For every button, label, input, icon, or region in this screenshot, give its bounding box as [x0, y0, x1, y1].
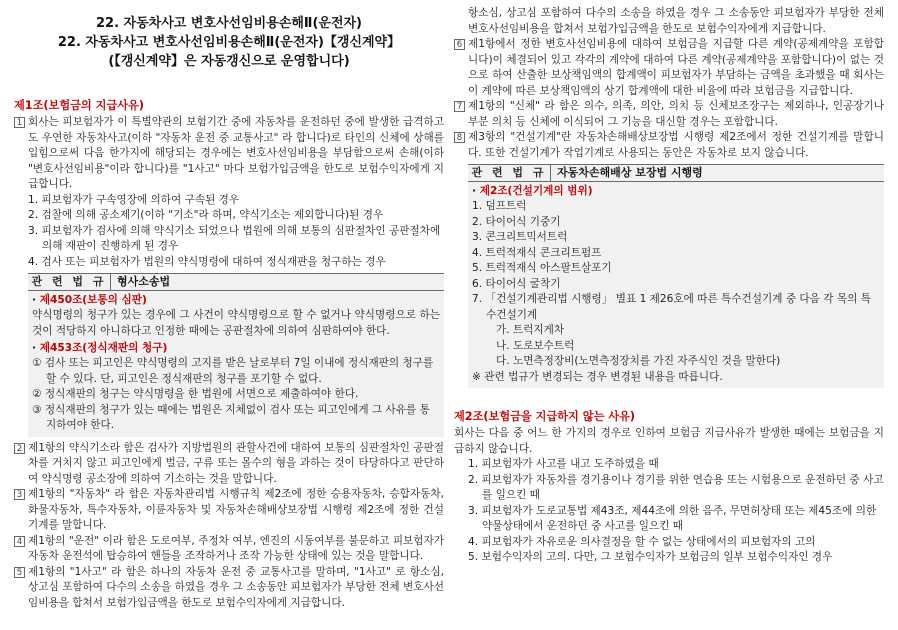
related-law-label: 관 련 법 규 [468, 165, 551, 181]
paragraph-text: 회사는 피보험자가 이 특별약관의 보험기간 중에 자동차를 운전하던 중에 발생한 급격하고도 우연한 자동차사고(이하 "자동차 운전 중 교통사고" 라 합니다)로 타인의 신체에 상해를 입힘으로써 다음 한가지에 해당되는 경우에는 변호사선임비용을 부담함으로써 손해(이하 "변호사선임비용"이라 합니다)를 "1사고" 마다 보험가입금액을 한도로 보험수익자에게 지급합니다. [28, 116, 444, 190]
paragraph-6 [454, 37, 884, 99]
title-line-2: 22. 자동차사고 변호사선임비용손해Ⅱ(운전자)【갱신계약】 [57, 35, 401, 50]
paragraph-text: 제1항의 "운전" 이라 함은 도로여부, 주정차 여부, 엔진의 시동여부를 불문하고 피보험자가 자동차 운전석에 탑승하여 핸들을 조작하거나 조작 가능한 상태에 있는 것을 말합니다. [28, 534, 444, 562]
list-item: 6. 타이어식 굴착기 [472, 277, 561, 290]
paragraph-7 [454, 99, 884, 130]
paragraph-text: 제1항의 "신체" 라 함은 의수, 의족, 의안, 의치 등 신체보조장구는 제외하나, 인공장기나 부분 의치 등 신체에 이식되어 그 기능을 대신할 경우는 포함합니다. [468, 100, 884, 128]
paragraph-number: 2 [14, 443, 25, 454]
list-item: 4. 피보험자가 자유로운 의사결정을 할 수 없는 상태에서의 피보험자의 고의 [468, 535, 816, 548]
list-item: 4. 검사 또는 피보험자가 법원의 약식명령에 대하여 정식재판을 청구하는 경우 [28, 255, 386, 268]
paragraph-number: 7 [454, 101, 465, 112]
title-block [14, 14, 444, 71]
paragraph-5 [14, 565, 444, 612]
construction-machine-list [472, 199, 880, 323]
list-item: 1. 피보험자가 구속영장에 의하여 구속된 경우 [28, 193, 240, 206]
related-law-header [468, 165, 884, 182]
special-machine-sublist [496, 323, 880, 370]
related-law-name: 자동차손해배상 보장법 시행령 [557, 166, 703, 179]
paragraph-number: 1 [14, 117, 25, 128]
list-item: 1. 피보험자가 사고를 내고 도주하였을 때 [468, 458, 659, 470]
law-article-2: · 제2조(건설기계의 범위) [472, 185, 593, 197]
paragraph-text: 제1항의 "자동차" 라 함은 자동차관리법 시행규칙 제2조에 정한 승용자동차, 승합자동차, 화물자동차, 특수자동차, 이륜자동차 및 자동차손해배상보장법 시행령 제2조에 정한 건설기계를 말합니다. [28, 488, 444, 531]
law-clause: ③ 정식재판의 청구가 있는 때에는 법원은 지체없이 검사 또는 피고인에게 그 사유를 통지하여야 한다. [32, 403, 430, 431]
paragraph-number: 4 [14, 536, 25, 547]
list-item: 2. 검찰에 의해 공소제기(이하 "기소"라 하며, 약식기소는 제외합니다)된 경우 [28, 209, 384, 221]
paragraph-8 [454, 130, 884, 161]
law-article-453: · 제453조(정식재판의 청구) [32, 342, 168, 354]
paragraph-number: 8 [454, 132, 465, 143]
paragraph-text: 제1항에서 정한 변호사선임비용에 대하여 보험금을 지급할 다른 계약(공제계약을 포함합니다)이 체결되어 있고 각각의 계약에 대하여 다른 계약(공제계약을 포함합니다)이 없는 것으로 하여 산출한 보상책임액의 합계액이 피보험자가 부담하는 금액을 초과했을 때 회사는 이 계약에 따른 보상책임액의 상기 합계액에 대한 비율에 따라 보험금을 지급합니다. [468, 38, 884, 97]
list-item: 7. 「건설기계관리법 시행령」 별표 1 제26호에 따른 특수건설기계 중 다음 각 목의 특수건설기계 [472, 293, 871, 321]
paragraph-3 [14, 487, 444, 534]
list-item: 4. 트럭적재식 콘크리트펌프 [472, 246, 602, 259]
paragraph-text: 항소심, 상고심 포함하여 다수의 소송을 하였을 경우 그 소송동안 피보험자가 부당한 전체 변호사선임비용을 합쳐서 보험가입금액을 한도로 보험수익자에게 지급합니다. [468, 7, 884, 35]
law-change-note: ※ 관련 법규가 변경되는 경우 변경된 내용을 따릅니다. [472, 370, 723, 383]
title-line-3: (【갱신계약】은 자동갱신으로 운영합니다) [108, 54, 350, 69]
related-law-label: 관 련 법 규 [28, 274, 111, 290]
list-item: 5. 트럭적재식 아스팔트살포기 [472, 262, 612, 274]
list-item: 3. 피보험자가 도로교통법 제43조, 제44조에 의한 음주, 무면허상태 또는 제45조에 의한 약물상태에서 운전하던 중 사고를 일으킨 때 [468, 504, 877, 532]
list-item: 가. 트럭지게차 [496, 324, 565, 336]
related-law-header [28, 274, 444, 291]
article-2-heading: 제2조(보험금을 지급하지 않는 사유) [454, 410, 635, 423]
list-item: 2. 타이어식 기중기 [472, 215, 561, 228]
paragraph-1 [14, 115, 444, 193]
paragraph-text: 제1항의 약식기소라 함은 검사가 지방법원의 관할사건에 대하여 보통의 심판절차인 공판절차를 거치지 않고 피고인에게 벌금, 구류 또는 몰수의 형을 과하는 것이 타당하다고 판단하여 약식명령 공소장에 의하여 기소하는 것을 말합니다. [28, 441, 444, 485]
law-article-450: · 제450조(보통의 심판) [32, 294, 147, 306]
list-item: 1. 덤프트럭 [472, 200, 527, 212]
list-item: 3. 피보험자가 검사에 의해 약식기소 되었으나 법원에 의해 보통의 심판절차인 공판절차에 의해 재판이 진행하게 된 경우 [28, 224, 441, 252]
related-law-box-automobile-compensation [468, 164, 884, 388]
paragraph-text: 제3항의 "건설기계"란 자동차손해배상보장법 시행령 제2조에서 정한 건설기계를 말합니다. 또한 건설기계가 작업기계로 사용되는 동안은 자동차로 보지 않습니다. [468, 131, 884, 159]
list-item: 2. 피보험자가 자동차를 경기용이나 경기를 위한 연습용 또는 시험용으로 운전하던 중 사고를 일으킨 때 [468, 473, 884, 501]
paragraph-5-continued [454, 6, 884, 37]
law-article-450-text: 약식명령의 청구가 있는 경우에 그 사건이 약식명령으로 할 수 없거나 약식명령으로 하는 것이 적당하지 아니하다고 인정한 때에는 공판절차에 의하여 심판하여야 한다. [32, 309, 440, 337]
list-item: 다. 노면측정장비(노면측정장치를 가진 자주식인 것을 말한다) [496, 355, 781, 367]
exclusion-list [468, 457, 884, 566]
right-column [454, 0, 884, 630]
list-item: 3. 콘크리트믹서트럭 [472, 231, 568, 243]
list-item: 5. 보험수익자의 고의. 다만, 그 보험수익자가 보험금의 일부 보험수익자인 경우 [468, 551, 833, 563]
article-2-intro: 회사는 다음 중 어느 한 가지의 경우로 인하여 보험금 지급사유가 발생한 때에는 보험금을 지급하지 않습니다. [454, 427, 884, 455]
article-1-heading: 제1조(보험금의 지급사유) [14, 99, 144, 112]
paragraph-text: 제1항의 "1사고" 라 함은 하나의 자동차 운전 중 교통사고를 말하며, "1사고" 로 항소심, 상고심 포함하여 다수의 소송을 하였을 경우 그 소송동안 피보험자가 부당한 전체 변호사선임비용을 합쳐서 보험가입금액을 한도로 보험수익자에게 지급합니다. [28, 565, 444, 609]
law-clause: ① 검사 또는 피고인은 약식명령의 고지를 받은 날로부터 7일 이내에 정식재판의 청구를 할 수 있다. 단, 피고인은 정식재판의 청구를 포기할 수 없다. [32, 357, 434, 385]
paragraph-number: 6 [454, 39, 465, 50]
related-law-box-criminal-procedure [28, 273, 444, 437]
paragraph-4 [14, 534, 444, 565]
list-item: 나. 도로보수트럭 [496, 339, 575, 352]
title-line-1: 22. 자동차사고 변호사선임비용손해Ⅱ(운전자) [95, 16, 362, 31]
paragraph-number: 3 [14, 489, 25, 500]
paragraph-number: 5 [14, 567, 25, 578]
law-clause: ② 정식재판의 청구는 약식명령을 한 법원에 서면으로 제출하여야 한다. [32, 388, 359, 400]
related-law-name: 형사소송법 [117, 275, 171, 288]
left-column [14, 0, 444, 630]
paragraph-2 [14, 441, 444, 488]
condition-list [28, 193, 444, 271]
